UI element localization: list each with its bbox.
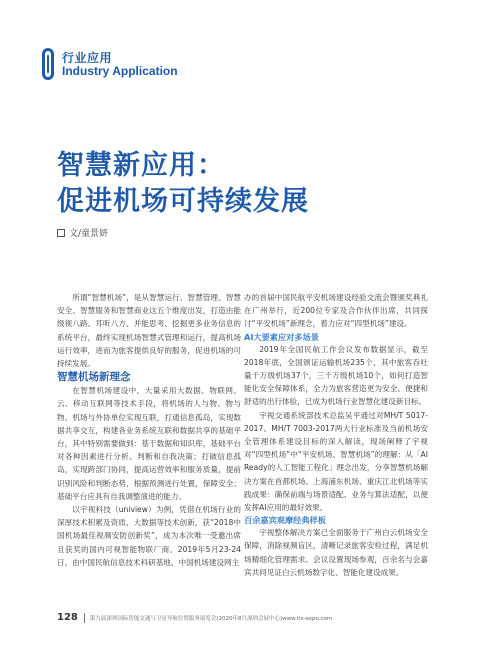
section-mark-icon bbox=[42, 48, 54, 80]
byline-square-icon bbox=[57, 229, 65, 237]
article-title-line-2: 促进机场可持续发展 bbox=[57, 186, 309, 217]
section-heading: 智慧机场新理念 bbox=[57, 371, 131, 384]
page-footer bbox=[57, 612, 429, 623]
paragraph: 宇视整体解决方案已全面服务于广州白云机场安全保障，消除视频盲区，清晰记录旅客安检过程，满足机场精细化管理需求。会议设置现场参观，百余名与会嘉宾共同见证白云机场数字化、智能化建设成果。 bbox=[244, 528, 428, 577]
paragraph: 以宇视科技（uniview）为例，凭借在机场行业的深厚技术积累及资质、大数据等技术创新，获“2018中国机场最佳视频安防创新奖”，成为本次唯一受邀出席且获奖的国内可视智能物联厂商。2019年5月23-24日，由中国民航信息技术科研基地、中国机场建设网主 bbox=[57, 505, 241, 567]
subsection-heading: 百余嘉宾观摩经典样板 bbox=[244, 515, 326, 526]
paragraph: 办的首届中国民航平安机场建设经验交流会暨颁奖典礼在广州举行，近200位专家及合作伙伴出席，共同探讨“平安机场”新理念，着力应对“四型机场”建设。 bbox=[244, 293, 428, 329]
column-left bbox=[57, 291, 241, 569]
paragraph: 所谓“智慧机场”，是从智慧运行、智慧管理、智慧安全、智慧服务和智慧商业这五个维度出发，打造由能级视八路、耳听八方、并能思考、挖掘更多业务信息的系统平台，最终实现机场智慧式管理和运行，提高机场运行效率，进而为旅客提供良好的服务，促进机场的可持续发展。 bbox=[57, 293, 241, 369]
subsection-heading: AI大要素应对多场景 bbox=[244, 331, 319, 342]
byline bbox=[57, 226, 108, 239]
paragraph: 2019年全国民航工作会议发布数据显示，截至2018年底，全国颁证运输机场235个，其中旅客吞吐量千万级机场37个，三千万级机场10个，如何打造智能化安全保障体系，全力为旅客营造更为安全、便捷和舒适的出行体验，已成为机场行业智慧化建设新目标。 bbox=[244, 344, 428, 407]
footer-divider bbox=[84, 613, 85, 623]
paragraph: 在智慧机场建设中，大量采用大数据、物联网、云、移动互联网等技术手段，将机场的人与物、物与物、机场与外协单位实现互联，打通信息孤岛，实现数据共享交互，构建各业务系统互联和数据共享的基础平台，其中特别需要做到：基于数据和知识库，基础平台对各种因素进行分析、判断和自我决策；打破信息孤岛，实现跨部门协同，提高运营效率和服务质量，提前识别风险和判断态势，根据预测进行处置，保障安全；基础平台应具有自我调整演进的能力。 bbox=[57, 386, 241, 501]
footer-text: 第九届深圳国际智能交通与卫星导航位置服务展览会(2020年8月深圳会展中心)www.its-expo.com bbox=[89, 615, 333, 622]
article-title bbox=[57, 148, 309, 220]
section-label-cn: 行业应用 bbox=[62, 51, 113, 65]
article-title-line-1: 智慧新应用： bbox=[57, 150, 225, 181]
paragraph: 宇视交通系统部技术总监吴平通过对MH/T 5017-2017、MH/T 7003-2017两大行业标准及当前机场安全管理体系建设目标的深入解读，现场阐释了宇视对“四型机场”中“平安机场、智慧机场”的理解：从「AI Ready的人工智能工程化」理念出发，分享智慧机场解决方案在首都机场、上海浦东机场、重庆江北机场等实践成果：确保前端与场景适配、业务与算法适配，以便发挥AI应用的最好效果。 bbox=[244, 410, 428, 513]
byline-text: 文/童景妍 bbox=[69, 229, 109, 239]
section-label-en: Industry Application bbox=[62, 64, 178, 78]
page-number: 128 bbox=[57, 612, 78, 623]
column-right bbox=[244, 291, 428, 579]
